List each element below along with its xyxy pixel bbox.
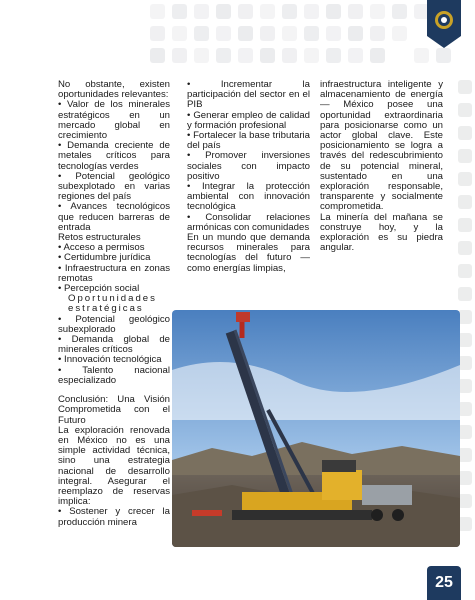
text-column-3	[320, 80, 443, 253]
pattern-square	[458, 218, 472, 232]
bullet-item: • Generar empleo de calidad y formación profesional	[187, 109, 310, 131]
text-column-2	[187, 80, 310, 274]
pattern-square	[282, 48, 297, 63]
pattern-square	[194, 48, 209, 63]
pattern-square	[150, 48, 165, 63]
bullet-item: • Acceso a permisos	[58, 242, 145, 254]
pattern-square	[458, 149, 472, 163]
pattern-square	[458, 172, 472, 186]
bullet-item: • Sostener y crecer la producción minera	[58, 506, 170, 528]
pattern-square	[458, 287, 472, 301]
pattern-square	[282, 4, 297, 19]
drilling-rig-photo	[172, 310, 460, 547]
emblem-icon	[427, 0, 461, 48]
text-column-1	[58, 80, 170, 528]
paragraph: infraestructura inteligente y almacenamiento de energía— México posee una oportunidad extraordinaria para posicionarse como un actor global clave. Este posicionamiento se logra a través del redescubrimiento de su potencial mineral, sustentado en una exploración responsable, transparente y socialmente comprometida.	[320, 79, 443, 213]
bullet-item: • Valor de los minerales estratégicos en un mercado global en crecimiento	[58, 99, 170, 142]
paragraph: No obstante, existen oportunidades relevantes:	[58, 79, 170, 101]
pattern-square	[304, 26, 319, 41]
bullet-item: • Integrar la protección ambiental con innovación tecnológica	[187, 181, 310, 213]
pattern-square	[458, 448, 472, 462]
bullet-item: • Consolidar relaciones armónicas con comunidades	[187, 211, 310, 233]
paragraph: La exploración renovada en México no es una simple actividad técnica, sino una estrategia nacional de desarrollo integral. Asegurar el reemplazo de reservas implica:	[58, 424, 170, 508]
bullet-item: • Potencial geológico subexplotado en varias regiones del país	[58, 170, 170, 203]
bullet-item: • Promover inversiones sociales con impacto positivo	[187, 150, 310, 182]
bullet-item: • Talento nacional especializado	[58, 364, 170, 386]
pattern-square	[392, 4, 407, 19]
pattern-square	[172, 4, 187, 19]
pattern-square	[458, 241, 472, 255]
pattern-square	[458, 494, 472, 508]
drilling-rig-image	[172, 310, 460, 547]
pattern-square	[216, 4, 231, 19]
pattern-square	[458, 471, 472, 485]
pattern-square	[458, 379, 472, 393]
pattern-square	[238, 26, 253, 41]
pattern-square	[458, 80, 472, 94]
bullet-item: • Demanda global de minerales críticos	[58, 334, 170, 356]
page-number: 25	[427, 566, 461, 600]
section-heading: Retos estructurales	[58, 232, 141, 244]
pattern-square	[150, 26, 165, 41]
pattern-square	[282, 26, 297, 41]
pattern-square	[150, 4, 165, 19]
pattern-square	[458, 333, 472, 347]
pattern-square	[326, 4, 341, 19]
pattern-square	[304, 4, 319, 19]
pattern-square	[370, 4, 385, 19]
pattern-square	[172, 26, 187, 41]
pattern-square	[458, 103, 472, 117]
pattern-square	[326, 48, 341, 63]
pattern-square	[348, 26, 363, 41]
pattern-square	[238, 4, 253, 19]
bullet-item: • Innovación tecnológica	[58, 354, 162, 366]
pattern-square	[458, 425, 472, 439]
pattern-square	[370, 26, 385, 41]
pattern-square	[304, 48, 319, 63]
pattern-square	[194, 4, 209, 19]
pattern-square	[260, 48, 275, 63]
pattern-square	[436, 48, 451, 63]
pattern-square	[458, 126, 472, 140]
paragraph: La minería del mañana se construye hoy, y la exploración es su piedra angular.	[320, 211, 443, 254]
pattern-square	[194, 26, 209, 41]
bullet-item: • Potencial geológico subexplorado	[58, 313, 170, 335]
bullet-item: • Fortalecer la base tributaria del país	[187, 130, 310, 152]
bullet-item: • Incrementar la participación del sector en el PIB	[187, 79, 310, 111]
pattern-square	[458, 356, 472, 370]
pattern-square	[458, 310, 472, 324]
pattern-square	[260, 26, 275, 41]
pattern-square	[370, 48, 385, 63]
bullet-item: • Demanda creciente de metales críticos para tecnologías verdes	[58, 140, 170, 172]
pattern-square	[458, 195, 472, 209]
pattern-square	[238, 48, 253, 63]
pattern-square	[458, 264, 472, 278]
pattern-square	[458, 517, 472, 531]
pattern-square	[216, 26, 231, 41]
pattern-square	[348, 4, 363, 19]
pattern-square	[216, 48, 231, 63]
pattern-square	[458, 402, 472, 416]
conclusion-heading: Conclusión: Una Visión Comprometida con el Futuro	[58, 394, 170, 426]
bullet-item: • Percepción social	[58, 283, 140, 295]
pattern-square	[414, 48, 429, 63]
bullet-item: • Certidumbre jurídica	[58, 252, 151, 264]
pattern-square	[348, 48, 363, 63]
bullet-item: • Infraestructura en zonas remotas	[58, 262, 170, 284]
pattern-square	[260, 4, 275, 19]
logo-badge	[427, 0, 461, 48]
bullet-item: • Avances tecnológicos que reducen barreras de entrada	[58, 201, 170, 233]
pattern-square	[392, 26, 407, 41]
paragraph: En un mundo que demanda recursos minerales para tecnologías del futuro — como energías limpias,	[187, 232, 310, 274]
section-heading: Oportunidades estratégicas	[68, 293, 157, 315]
pattern-square	[172, 48, 187, 63]
pattern-square	[326, 26, 341, 41]
